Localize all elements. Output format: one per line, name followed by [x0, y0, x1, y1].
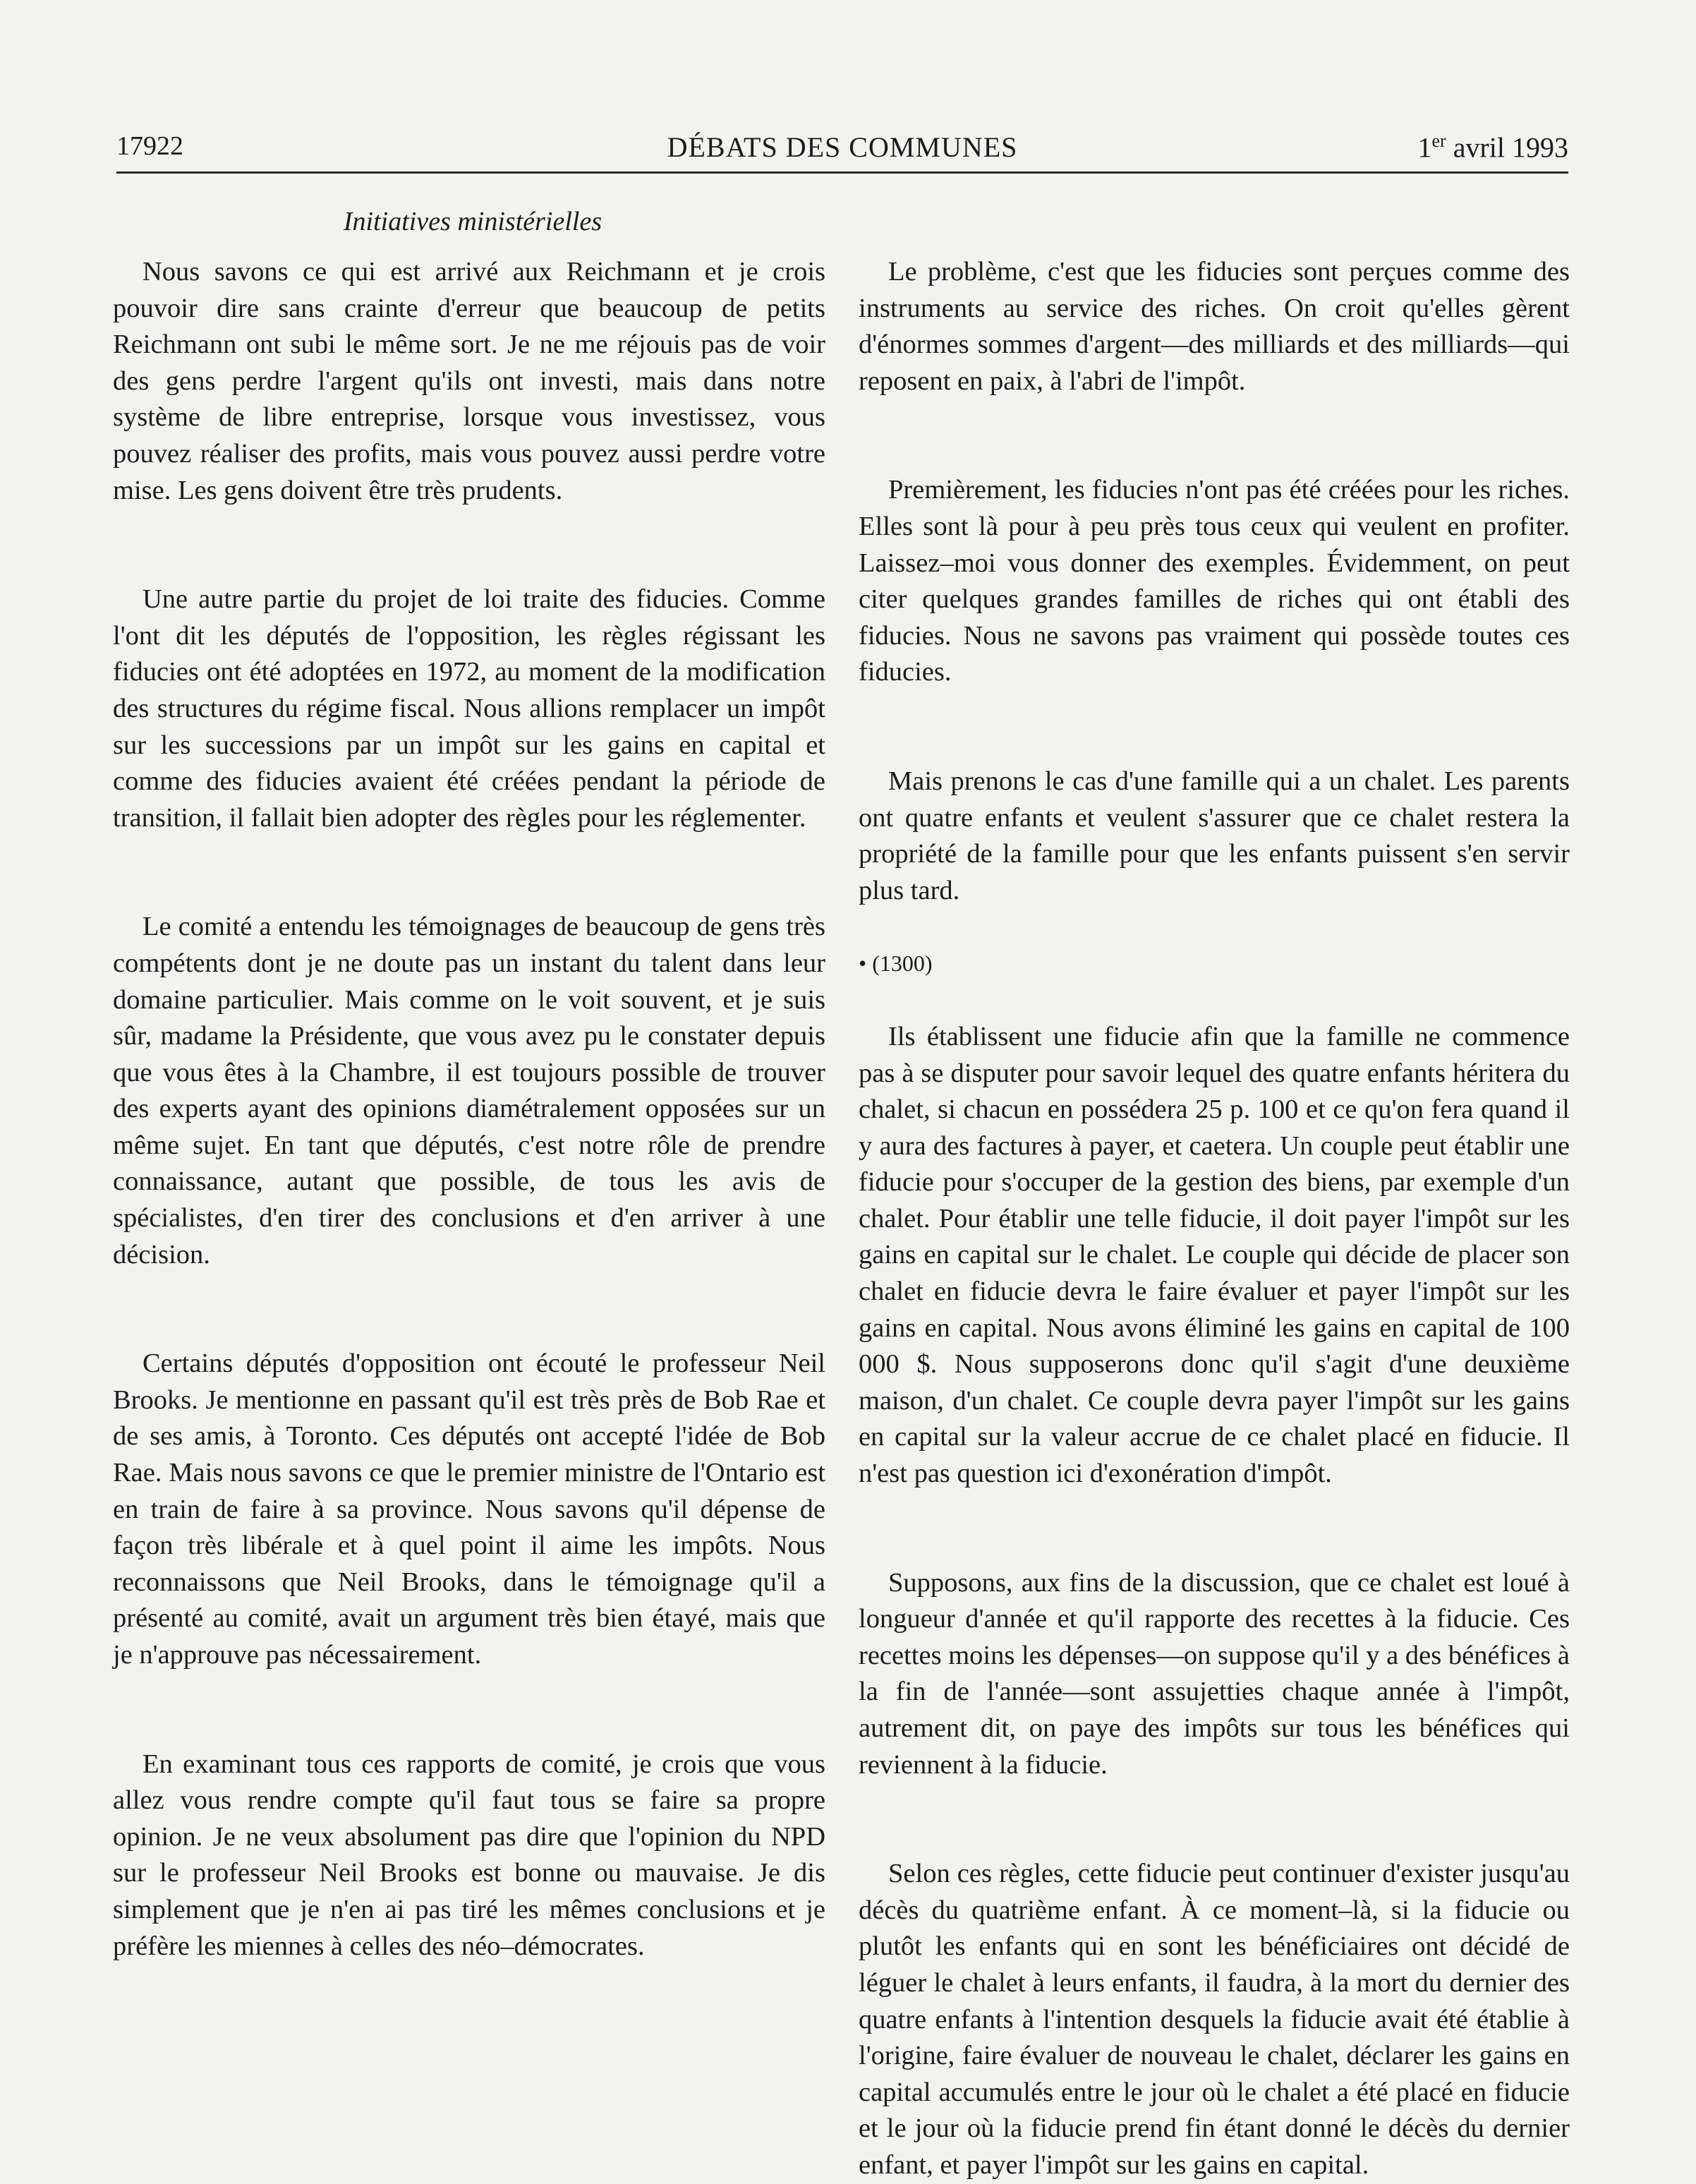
- page-header: [116, 131, 1568, 170]
- date-rest: avril 1993: [1446, 131, 1568, 164]
- time-marker: • (1300): [859, 951, 933, 977]
- header-rule: [116, 171, 1568, 174]
- paragraph: Le comité a entendu les témoignages de beaucoup de gens très compétents dont je ne doute pas un instant du talent dans leur domaine particulier. Mais comme on le voit souvent, et je suis sûr, madame la Présidente, que vous avez pu le constater depuis que vous êtes à la Chambre, il est toujours possible de trouver des experts ayant des opinions diamétralement opposées sur un même sujet. En tant que députés, c'est notre rôle de prendre connaissance, autant que possible, de tous les avis de spécialistes, d'en tirer des conclusions et d'en arriver à une décision.: [113, 912, 825, 1269]
- paragraph: Premièrement, les fiducies n'ont pas été créées pour les riches. Elles sont là pour à peu près tous ceux qui veulent en profiter. Laissez–moi vous donner des exemples. Évidemment, on peut citer quelques grandes familles de riches qui ont établi des fiducies. Nous ne savons pas vraiment qui possède toutes ces fiducies.: [859, 475, 1570, 687]
- paragraph: Le problème, c'est que les fiducies sont perçues comme des instruments au service des riches. On croit qu'elles gèrent d'énormes sommes d'argent—des milliards et des milliards—qui reposent en paix, à l'abri de l'impôt.: [859, 257, 1570, 396]
- paragraph: Une autre partie du projet de loi traite des fiducies. Comme l'ont dit les députés de l'opposition, les règles régissant les fiducies ont été adoptées en 1972, au moment de la modification des structures du régime fiscal. Nous allions remplacer un impôt sur les successions par un impôt sur les gains en capital et comme des fiducies avaient été créées pendant la période de transition, il fallait bien adopter des règles pour les réglementer.: [113, 584, 825, 833]
- date-superscript: er: [1431, 131, 1446, 151]
- section-title: Initiatives ministérielles: [343, 207, 602, 236]
- right-column: [859, 254, 1570, 2184]
- paragraph: Selon ces règles, cette fiducie peut continuer d'exister jusqu'au décès du quatrième enfant. À ce moment–là, si la fiducie ou plutôt les enfants qui en sont les bénéficiaires ont décidé de léguer le chalet à leurs enfants, il faudra, à la mort du dernier des quatre enfants à l'intention desquels la fiducie avait été établie à l'origine, faire évaluer de nouveau le chalet, déclarer les gains en capital accumulés entre le jour où le chalet a été placé en fiducie et le jour où la fiducie prend fin étant donné le décès du dernier enfant, et payer l'impôt sur les gains en capital.: [859, 1859, 1570, 2180]
- page-number: 17922: [116, 131, 183, 161]
- paragraph: En examinant tous ces rapports de comité, je crois que vous allez vous rendre compte qu'il faut tous se faire sa propre opinion. Je ne veux absolument pas dire que l'opinion du NPD sur le professeur Neil Brooks est bonne ou mauvaise. Je dis simplement que je n'en ai pas tiré les mêmes conclusions et je préfère les miennes à celles des néo–démocrates.: [113, 1749, 825, 1961]
- paragraph: Mais prenons le cas d'une famille qui a un chalet. Les parents ont quatre enfants et veulent s'assurer que ce chalet restera la propriété de la famille pour que les enfants puissent s'en servir plus tard.: [859, 766, 1570, 905]
- paragraph: Certains députés d'opposition ont écouté le professeur Neil Brooks. Je mentionne en passant qu'il est très près de Bob Rae et de ses amis, à Toronto. Ces députés ont accepté l'idée de Bob Rae. Mais nous savons ce que le premier ministre de l'Ontario est en train de faire à sa province. Nous savons qu'il dépense de façon très libérale et à quel point il aime les impôts. Nous reconnaissons que Neil Brooks, dans le témoignage qu'il a présenté au comité, avait un argument très bien étayé, mais que je n'approuve pas nécessairement.: [113, 1349, 825, 1670]
- publication-date: [1417, 131, 1568, 164]
- date-day: 1: [1417, 131, 1432, 164]
- paragraph: Supposons, aux fins de la discussion, que ce chalet est loué à longueur d'année et qu'il rapporte des recettes à la fiducie. Ces recettes moins les dépenses—on suppose qu'il y a des bénéfices à la fin de l'année—sont assujetties chaque année à l'impôt, autrement dit, on paye des impôts sur tous les bénéfices qui reviennent à la fiducie.: [859, 1567, 1570, 1780]
- paragraph: Nous savons ce qui est arrivé aux Reichmann et je crois pouvoir dire sans crainte d'erreur que beaucoup de petits Reichmann ont subi le même sort. Je ne me réjouis pas de voir des gens perdre l'argent qu'ils ont investi, mais dans notre système de libre entreprise, lorsque vous investissez, vous pouvez réaliser des profits, mais vous pouvez aussi perdre votre mise. Les gens doivent être très prudents.: [113, 257, 825, 505]
- paragraph: Ils établissent une fiducie afin que la famille ne commence pas à se disputer pour savoir lequel des quatre enfants héritera du chalet, si chacun en possédera 25 p. 100 et ce qu'on fera quand il y aura des factures à payer, et caetera. Un couple peut établir une fiducie pour s'occuper de la gestion des biens, par exemple d'un chalet. Pour établir une telle fiducie, il doit payer l'impôt sur les gains en capital sur le chalet. Le couple qui décide de placer son chalet en fiducie devra le faire évaluer et payer l'impôt sur les gains en capital. Nous avons éliminé les gains en capital de 100 000 $. Nous supposerons donc qu'il s'agit d'une deuxième maison, d'un chalet. Ce couple devra payer l'impôt sur les gains en capital sur la valeur accrue de ce chalet placé en fiducie. Il n'est pas question ici d'exonération d'impôt.: [859, 1021, 1570, 1489]
- publication-title: DÉBATS DES COMMUNES: [667, 131, 1018, 163]
- left-column: [113, 254, 825, 1965]
